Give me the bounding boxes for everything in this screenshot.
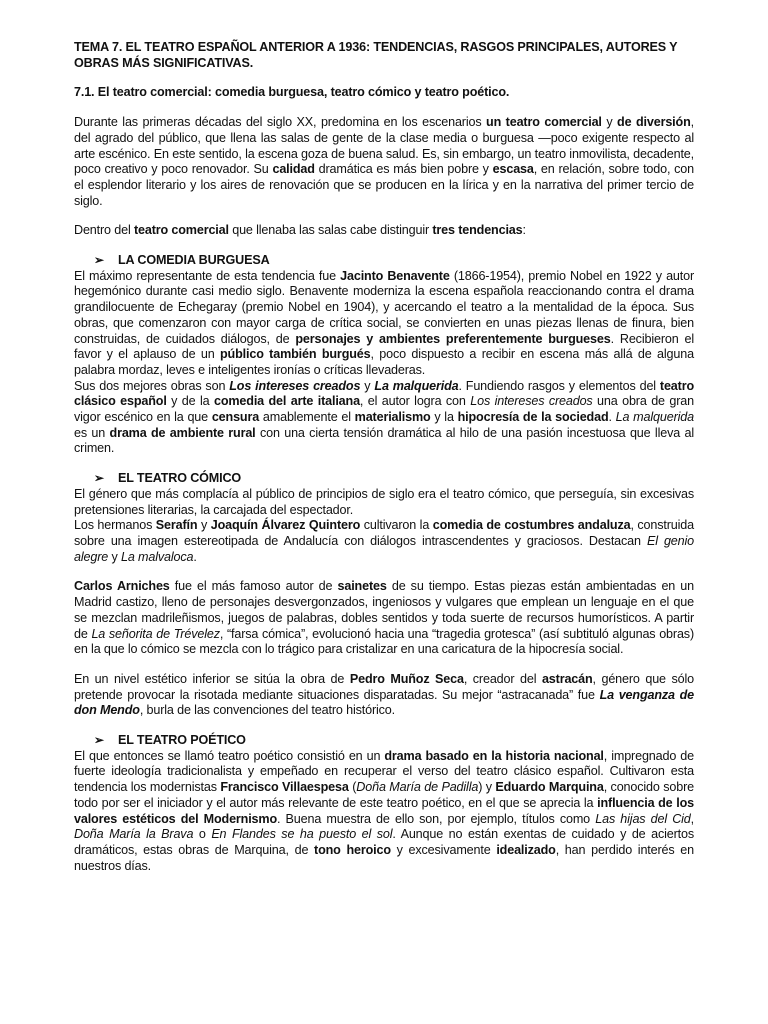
text-run: , conocido sobre todo por ser el iniciador y el autor más relevante de este teatro poético, en el que se aprecia la <box>74 780 695 810</box>
text-run: (1866-1954), premio Nobel en 1922 y autor hegemónico durante casi medio siglo. Benavente moderniza la escena española reaccionando contra el drama grandilocuente de Echegaray (premio Nobel en 1904), y acercando el teatro a la mentalidad de la época. Sus obras, que comenzaron con mayor carga de crítica social, se convierten en unas piezas llenas de finura, bien construidas, de cuidados diálogos, de <box>74 268 695 346</box>
work-title: La malvaloca <box>120 549 194 564</box>
text-run: . Aunque no están exentas de cuidado y de aciertos dramáticos, estas obras de Marquina, de <box>74 827 694 857</box>
comico-paragraph-4 <box>74 672 694 719</box>
emphasis: drama de ambiente rural <box>109 425 256 440</box>
emphasis: influencia de los valores estéticos del Modernismo <box>74 795 694 826</box>
text-run: El máximo representante de esta tendencia fue <box>74 268 341 283</box>
text-run: . <box>608 410 616 425</box>
text-run: es un <box>74 425 110 440</box>
text-run: , <box>690 811 695 826</box>
work-title: Doña María de Padilla <box>356 780 479 795</box>
arrow-bullet-icon: ➢ <box>94 471 104 486</box>
emphasis: tres tendencias <box>432 223 523 238</box>
work-title: Las hijas del Cid <box>595 811 691 826</box>
work-title: La venganza de don Mendo <box>74 687 694 718</box>
text-run: ) y <box>478 780 496 795</box>
text-run: Dentro del <box>74 223 134 238</box>
text-run: cultivaron la <box>360 518 433 533</box>
text-run: , creador del <box>463 671 542 686</box>
heading-label: LA COMEDIA BURGUESA <box>118 253 270 268</box>
text-run: . <box>193 549 197 564</box>
heading-label: EL TEATRO POÉTICO <box>118 733 246 748</box>
section-subtitle: 7.1. El teatro comercial: comedia burguesa, teatro cómico y teatro poético. <box>74 85 510 100</box>
heading-teatro-poetico <box>94 733 694 749</box>
emphasis: de diversión <box>617 115 691 130</box>
emphasis: Jacinto Benavente <box>340 268 450 283</box>
arrow-bullet-icon: ➢ <box>94 253 104 268</box>
text-run: , en relación, sobre todo, con el esplendor literario y los aires de renovación que se producen en la lírica y en la narrativa del primer tercio de siglo. <box>74 162 695 208</box>
text-run: Los hermanos <box>74 518 156 533</box>
emphasis: Pedro Muñoz Seca <box>349 671 464 686</box>
emphasis: escasa <box>492 162 534 177</box>
text-run: y <box>108 549 121 564</box>
emphasis: comedia de costumbres andaluza <box>432 518 631 533</box>
comico-paragraph-2 <box>74 518 694 565</box>
emphasis: calidad <box>272 162 315 177</box>
text-run: y de la <box>166 394 214 409</box>
emphasis: un teatro comercial <box>486 115 602 130</box>
emphasis: sainetes <box>337 579 387 594</box>
intro-paragraph-1 <box>74 115 694 209</box>
text-run: y <box>360 378 375 393</box>
text-run: : <box>522 223 526 238</box>
text-run: , poco dispuesto a recibir en escena más allá de alguna palabra mordaz, leves e inteligentes ironías o críticas llevaderas. <box>74 347 694 377</box>
heading-label: EL TEATRO CÓMICO <box>118 471 242 486</box>
text-run: , han perdido interés en nuestros días. <box>74 842 694 873</box>
heading-comedia-burguesa <box>94 253 694 269</box>
heading-teatro-comico <box>94 471 694 487</box>
text-run: Sus dos mejores obras son <box>74 378 230 393</box>
text-run: amablemente el <box>259 410 355 425</box>
text-run: o <box>193 827 212 842</box>
text-run: , género que sólo pretende provocar la risotada mediante situaciones disparatadas. Su mejor “astracanada” fue <box>74 671 694 702</box>
emphasis: Joaquín Álvarez Quintero <box>210 518 361 533</box>
text-run: ( <box>348 780 357 795</box>
work-title: El genio alegre <box>74 533 695 564</box>
emphasis: público también burgués <box>220 347 371 362</box>
text-run: , el autor logra con <box>359 394 471 409</box>
text-run: El que entonces se llamó teatro poético consistió en un <box>74 748 385 763</box>
text-run: En un nivel estético inferior se sitúa la obra de <box>74 671 350 686</box>
text-run: , impregnado de fuerte ideología tradicionalista y empeñado en recuperar el verso del teatro clásico español. Cultivaron esta tendencia los modernistas <box>74 748 694 795</box>
emphasis: astracán <box>541 671 593 686</box>
comedia-paragraph-2 <box>74 379 694 458</box>
emphasis: teatro comercial <box>133 223 229 238</box>
emphasis: materialismo <box>354 410 431 425</box>
text-run: fue el más famoso autor de <box>169 579 338 594</box>
emphasis: hipocresía de la sociedad <box>457 410 609 425</box>
text-run: con una cierta tensión dramática al hilo de una pasión incestuosa que lleva al crimen. <box>74 425 694 456</box>
text-run: , burla de las convenciones del teatro histórico. <box>139 703 395 718</box>
text-run: . Fundiendo rasgos y elementos del <box>458 378 660 393</box>
text-run: , “farsa cómica”, evolucionó hacia una “tragedia grotesca” (así subtituló algunas obras) en la que lo cómico se mezcla con lo trágico para cristalizar en una caricatura de la hipocresía social. <box>74 626 694 657</box>
text-run: Durante las primeras décadas del siglo XX, predomina en los escenarios <box>74 115 487 130</box>
comedia-paragraph-1 <box>74 269 694 379</box>
comico-paragraph-3 <box>74 579 694 658</box>
emphasis: personajes y ambientes preferentemente burgueses <box>295 331 611 346</box>
text-run: dramática es más bien pobre y <box>314 162 493 177</box>
work-title: Doña María la Brava <box>74 827 194 842</box>
text-run: una obra de gran vigor escénico en la que <box>74 394 694 425</box>
text-run: de su tiempo. Estas piezas están ambientadas en un Madrid castizo, lleno de personajes desvergonzados, ingeniosos y vulgares que emplean un lenguaje en el que se mezclan madrileñismos, juegos de palabras, dobles sentidos y toda suerte de recursos humorísticos. A partir de <box>74 579 694 641</box>
text-run: , del agrado del público, que llena las salas de gente de la clase media o burguesa —poco exigente respecto al arte escénico. En este sentido, la escena goza de buena salud. Es, sin embargo, un teatro inmovilista, decadente, poco creativo y poco renovador. Su <box>74 115 694 177</box>
work-title: Los intereses creados <box>229 378 361 393</box>
emphasis: tono heroico <box>314 842 391 857</box>
text-run: y la <box>430 410 458 425</box>
emphasis: Eduardo Marquina <box>495 780 604 795</box>
comico-paragraph-1: El género que más complacía al público de principios de siglo era el teatro cómico, que perseguía, sin excesivas pretensiones literarias, la carcajada del espectador. <box>74 486 694 517</box>
text-run: y excesivamente <box>390 842 497 857</box>
document-title: TEMA 7. EL TEATRO ESPAÑOL ANTERIOR A 1936: TENDENCIAS, RASGOS PRINCIPALES, AUTORES Y OBRAS MÁS SIGNIFICATIVAS. <box>74 40 678 70</box>
work-title: La malquerida <box>374 378 459 393</box>
arrow-bullet-icon: ➢ <box>94 733 104 748</box>
text-run: . Buena muestra de ello son, por ejemplo, títulos como <box>277 811 596 826</box>
emphasis: Serafín <box>155 518 198 533</box>
text-run: y <box>197 518 211 533</box>
work-title: Los intereses creados <box>470 394 593 409</box>
emphasis: idealizado <box>496 842 556 857</box>
emphasis: censura <box>211 410 260 425</box>
work-title: La señorita de Trévelez <box>91 626 220 641</box>
intro-paragraph-2 <box>74 223 694 239</box>
emphasis: drama basado en la historia nacional <box>384 748 604 763</box>
emphasis: comedia del arte italiana <box>213 394 360 409</box>
emphasis: teatro clásico español <box>74 378 694 409</box>
emphasis: Carlos Arniches <box>74 579 170 594</box>
emphasis: Francisco Villaespesa <box>220 780 349 795</box>
work-title: La malquerida <box>615 410 694 425</box>
poetico-paragraph-1 <box>74 749 694 875</box>
text-run: , construida sobre una imagen estereotipada de Andalucía con diálogos intrascendentes y graciosos. Destacan <box>74 518 694 548</box>
work-title: En Flandes se ha puesto el sol <box>211 827 393 842</box>
text-run: y <box>601 115 618 130</box>
text-run: que llenaba las salas cabe distinguir <box>228 223 433 238</box>
text-run: . Recibieron el favor y el aplauso de un <box>74 331 694 362</box>
